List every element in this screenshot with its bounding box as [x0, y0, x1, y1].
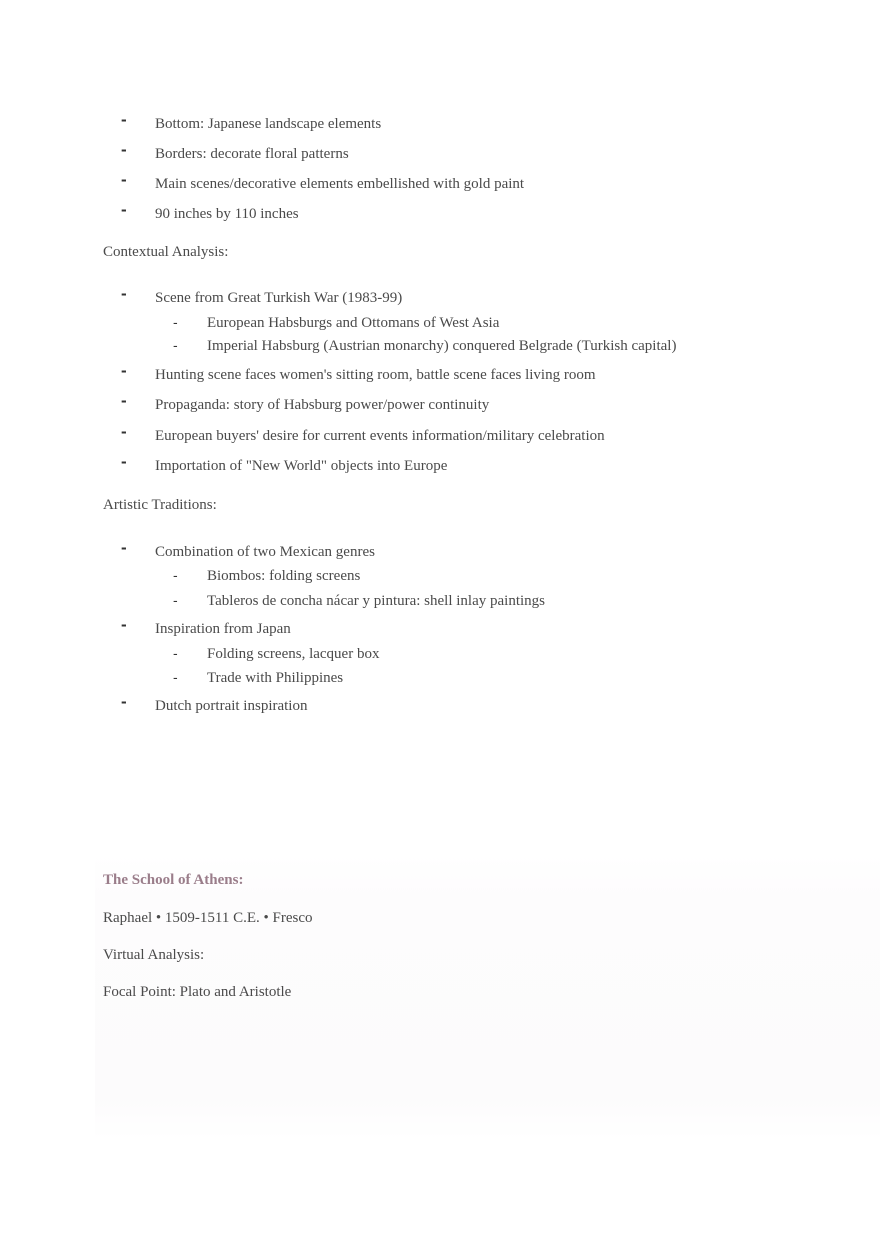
- list-item: Importation of "New World" objects into Europe: [155, 458, 448, 474]
- sub-bullet-dash: -: [173, 645, 178, 661]
- sub-list-item: Biombos: folding screens: [207, 568, 361, 584]
- list-item: Dutch portrait inspiration: [155, 698, 308, 714]
- list-item: Scene from Great Turkish War (1983-99): [155, 290, 403, 306]
- bullet-dash: -: [121, 140, 127, 159]
- bullet-dash: -: [121, 170, 127, 189]
- sub-list-item: Trade with Philippines: [207, 670, 344, 686]
- list-item: 90 inches by 110 inches: [155, 206, 299, 222]
- bullet-dash: -: [121, 391, 127, 410]
- bullet-dash: -: [121, 200, 127, 219]
- bullet-dash: -: [121, 284, 127, 303]
- section-heading-visual-analysis: Virtual Analysis:: [103, 947, 205, 963]
- list-item: European buyers' desire for current events information/military celebration: [155, 428, 605, 444]
- list-item: Combination of two Mexican genres: [155, 544, 375, 560]
- sub-bullet-dash: -: [173, 337, 178, 353]
- bullet-dash: -: [121, 692, 127, 711]
- sub-list-item: Imperial Habsburg (Austrian monarchy) conquered Belgrade (Turkish capital): [207, 338, 677, 354]
- sub-bullet-dash: -: [173, 567, 178, 583]
- list-item: Bottom: Japanese landscape elements: [155, 116, 382, 132]
- list-item: Inspiration from Japan: [155, 621, 291, 637]
- bullet-dash: -: [121, 110, 127, 129]
- bullet-dash: -: [121, 452, 127, 471]
- artwork-byline: Raphael • 1509-1511 C.E. • Fresco: [103, 910, 313, 926]
- sub-list-item: Tableros de concha nácar y pintura: shell inlay paintings: [207, 593, 546, 609]
- sub-bullet-dash: -: [173, 669, 178, 685]
- sub-bullet-dash: -: [173, 592, 178, 608]
- section-heading-contextual-analysis: Contextual Analysis:: [103, 244, 229, 260]
- bullet-dash: -: [121, 538, 127, 557]
- list-item: Borders: decorate floral patterns: [155, 146, 349, 162]
- section-heading-artistic-traditions: Artistic Traditions:: [103, 497, 217, 513]
- bullet-dash: -: [121, 615, 127, 634]
- list-item: Hunting scene faces women's sitting room, battle scene faces living room: [155, 367, 596, 383]
- sub-bullet-dash: -: [173, 314, 178, 330]
- bullet-dash: -: [121, 361, 127, 380]
- bullet-dash: -: [121, 422, 127, 441]
- list-item: Main scenes/decorative elements embellished with gold paint: [155, 176, 525, 192]
- focal-point-text: Focal Point: Plato and Aristotle: [103, 984, 292, 1000]
- artwork-title: The School of Athens:: [103, 872, 244, 888]
- list-item: Propaganda: story of Habsburg power/power continuity: [155, 397, 490, 413]
- sub-list-item: European Habsburgs and Ottomans of West Asia: [207, 315, 500, 331]
- sub-list-item: Folding screens, lacquer box: [207, 646, 380, 662]
